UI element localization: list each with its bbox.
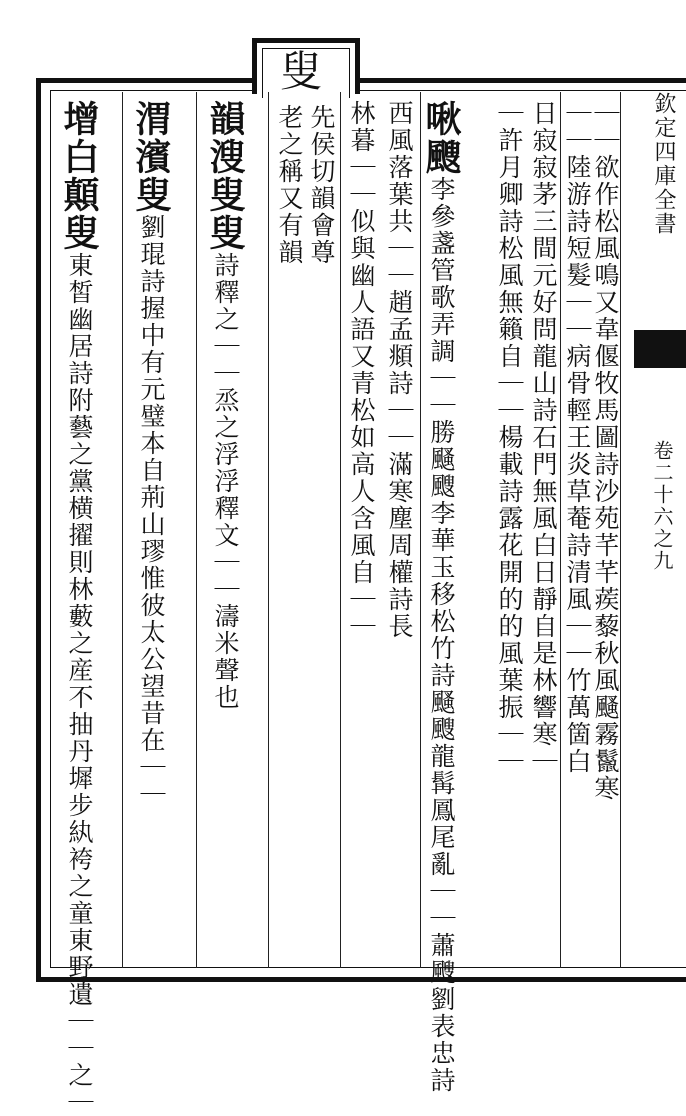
- entry-text: 劉琨詩握中有元璧本自荊山璆惟彼太公望昔在｜｜: [137, 214, 166, 808]
- entry-column-12: [58, 100, 100, 1116]
- text-column-1: ｜｜欲作松風鳴又韋偃牧馬圖詩沙苑芊芊蒺藜秋風颾霧鬣寒: [591, 100, 620, 802]
- text-column-2: ｜｜陸游詩短髮｜｜病骨輕王炎草菴詩清風｜｜竹萬箇白: [563, 100, 592, 775]
- headword: 啾颼: [420, 100, 462, 176]
- entry-text: 詩釋之｜｜烝之浮浮釋文｜｜濤米聲也: [211, 252, 240, 711]
- column-rule: [620, 92, 621, 968]
- headword: 韻溲叟叟: [204, 100, 246, 252]
- text-column-9: 老之稱又有韻: [275, 104, 304, 266]
- book-title-margin: 欽定四庫全書: [651, 92, 676, 236]
- text-column-7: 林暮｜｜似與幽人語又青松如高人含風自｜｜: [347, 100, 376, 640]
- text-column-8: 先侯切韻會尊: [307, 104, 336, 266]
- column-rule: [560, 92, 561, 968]
- entry-column-10: [204, 100, 246, 711]
- header-title-char: 叟: [280, 47, 323, 96]
- column-rule: [122, 92, 123, 968]
- entry-column-11: [130, 100, 172, 808]
- entry-column-5: [420, 100, 462, 1094]
- entry-text: 東皙幽居詩附藝之黨横擢則林藪之産不抽丹墀步紈袴之童東野遺｜｜之｜: [65, 252, 94, 1116]
- headword: 增白顛叟: [58, 100, 100, 252]
- column-rule: [196, 92, 197, 968]
- headword: 渭濱叟: [130, 100, 172, 214]
- volume-label: 卷二十六之九: [650, 440, 674, 572]
- column-rule: [420, 92, 421, 968]
- text-column-3: 日寂寂茅三間元好問龍山詩石門無風白日靜自是林響寒｜: [529, 100, 558, 775]
- column-rule: [268, 92, 269, 968]
- column-rule: [340, 92, 341, 968]
- entry-text: 李參盞管歌弄調｜｜勝颾颼李華玉移松竹詩颾颼龍髯鳳尾亂｜｜蕭颼劉表忠詩: [427, 176, 456, 1094]
- fish-tail-mark: [634, 330, 686, 368]
- text-column-4: ｜許月卿詩松風無籟自｜｜楊載詩露花開的的風葉振｜｜: [495, 100, 524, 775]
- text-column-6: 西風落葉共｜｜趙孟頫詩｜｜滿寒塵周權詩長: [385, 100, 414, 640]
